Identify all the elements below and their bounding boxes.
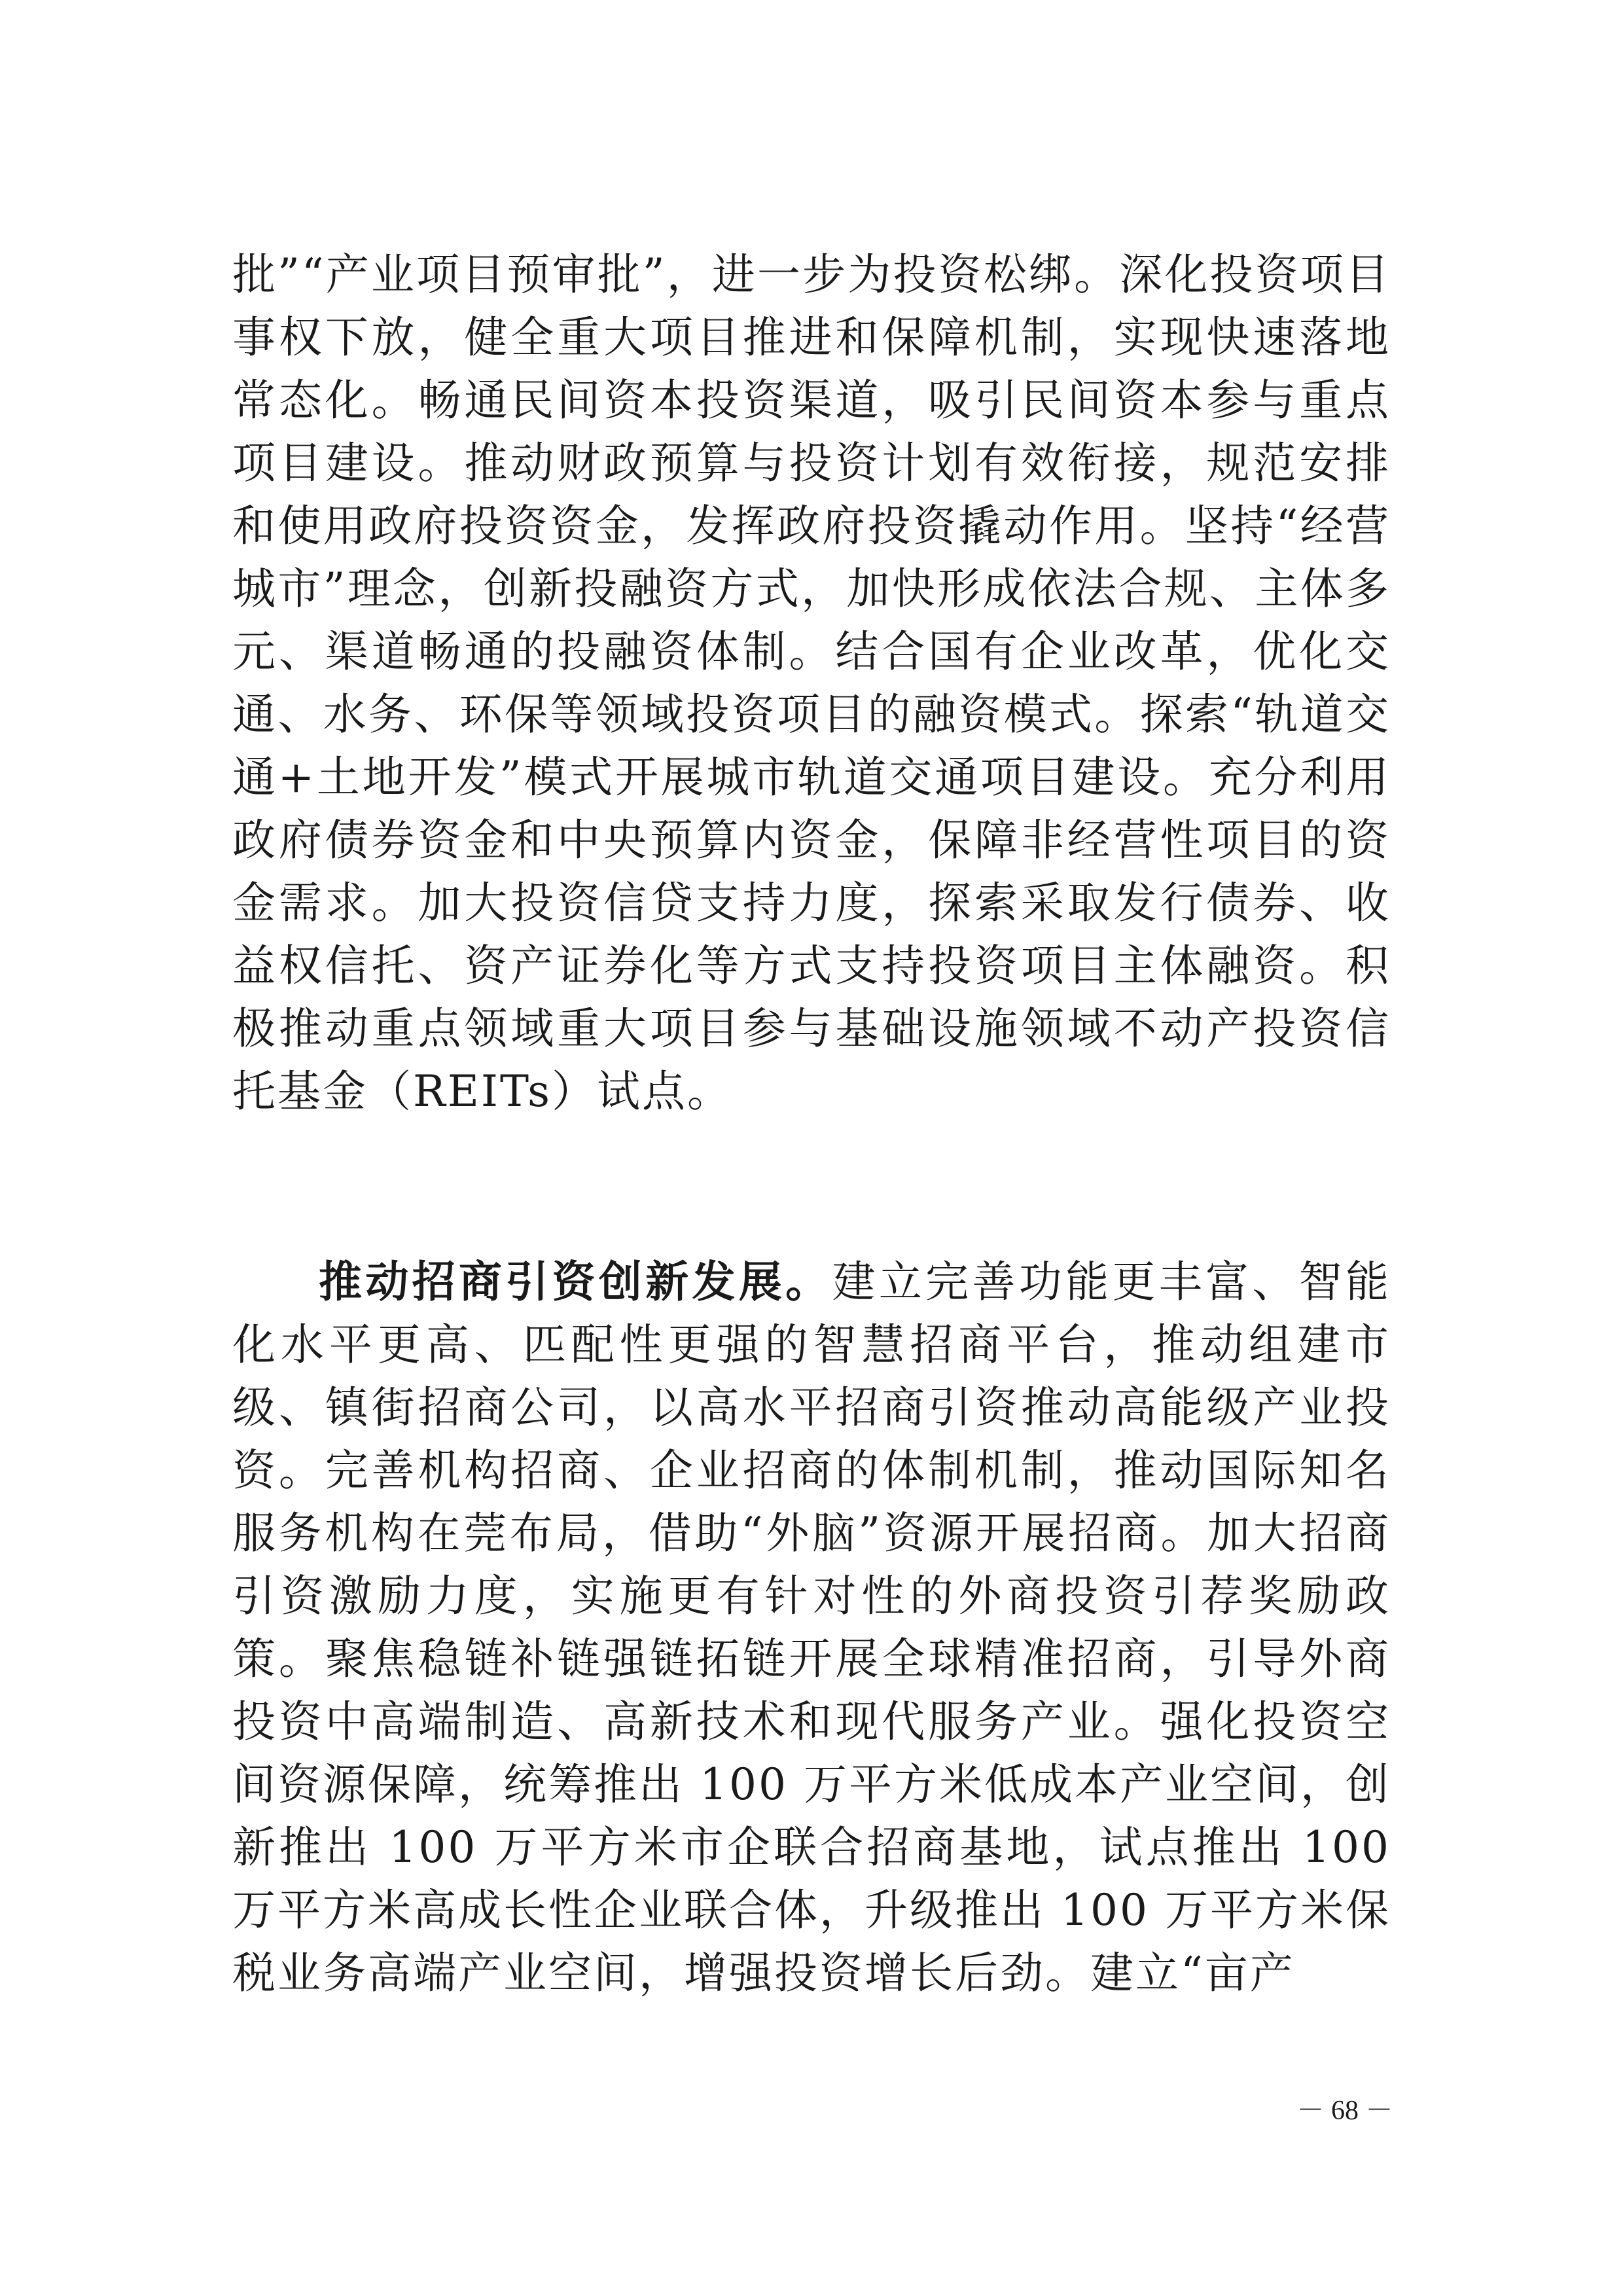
page-number: － 68 － xyxy=(1296,2096,1393,2126)
paragraph-continued xyxy=(232,243,1391,1123)
paragraph-lead-heading: 推动招商引资创新发展。 xyxy=(319,1256,832,1307)
paragraph-body: 批”“产业项目预审批”，进一步为投资松绑。深化投资项目事权下放，健全重大项目推进和保障机制，实现快速落地常态化。畅通民间资本投资渠道，吸引民间资本参与重点项目建设。推动财政预算与投资计划有效衔接，规范安排和使用政府投资资金，发挥政府投资撬动作用。坚持“经营城市”理念，创新投融资方式，加快形成依法合规、主体多元、渠道畅通的投融资体制。结合国有企业改革，优化交通、水务、环保等领域投资项目的融资模式。探索“轨道交通+土地开发”模式开展城市轨道交通项目建设。充分利用政府债券资金和中央预算内资金，保障非经营性项目的资金需求。加大投资信贷支持力度，探索采取发行债券、收益权信托、资产证券化等方式支持投资项目主体融资。积极推动重点领域重大项目参与基础设施领域不动产投资信托基金（REITs）试点。 xyxy=(232,249,1391,1117)
paragraph-investment-promotion xyxy=(232,1250,1391,2005)
body-text-upper xyxy=(232,243,1391,1123)
body-text-lower xyxy=(232,1250,1391,2005)
paragraph-body: 建立完善功能更丰富、智能化水平更高、匹配性更强的智慧招商平台，推动组建市级、镇街招商公司，以高水平招商引资推动高能级产业投资。完善机构招商、企业招商的体制机制，推动国际知名服务机构在莞布局，借助“外脑”资源开展招商。加大招商引资激励力度，实施更有针对性的外商投资引荐奖励政策。聚焦稳链补链强链拓链开展全球精准招商，引导外商投资中高端制造、高新技术和现代服务产业。强化投资空间资源保障，统筹推出 100 万平方米低成本产业空间，创新推出 100 万平方米市企联合招商基地，试点推出 100 万平方米高成长性企业联合体，升级推出 100 万平方米保税业务高端产业空间，增强投资增长后劲。建立“亩产 xyxy=(232,1257,1391,1998)
